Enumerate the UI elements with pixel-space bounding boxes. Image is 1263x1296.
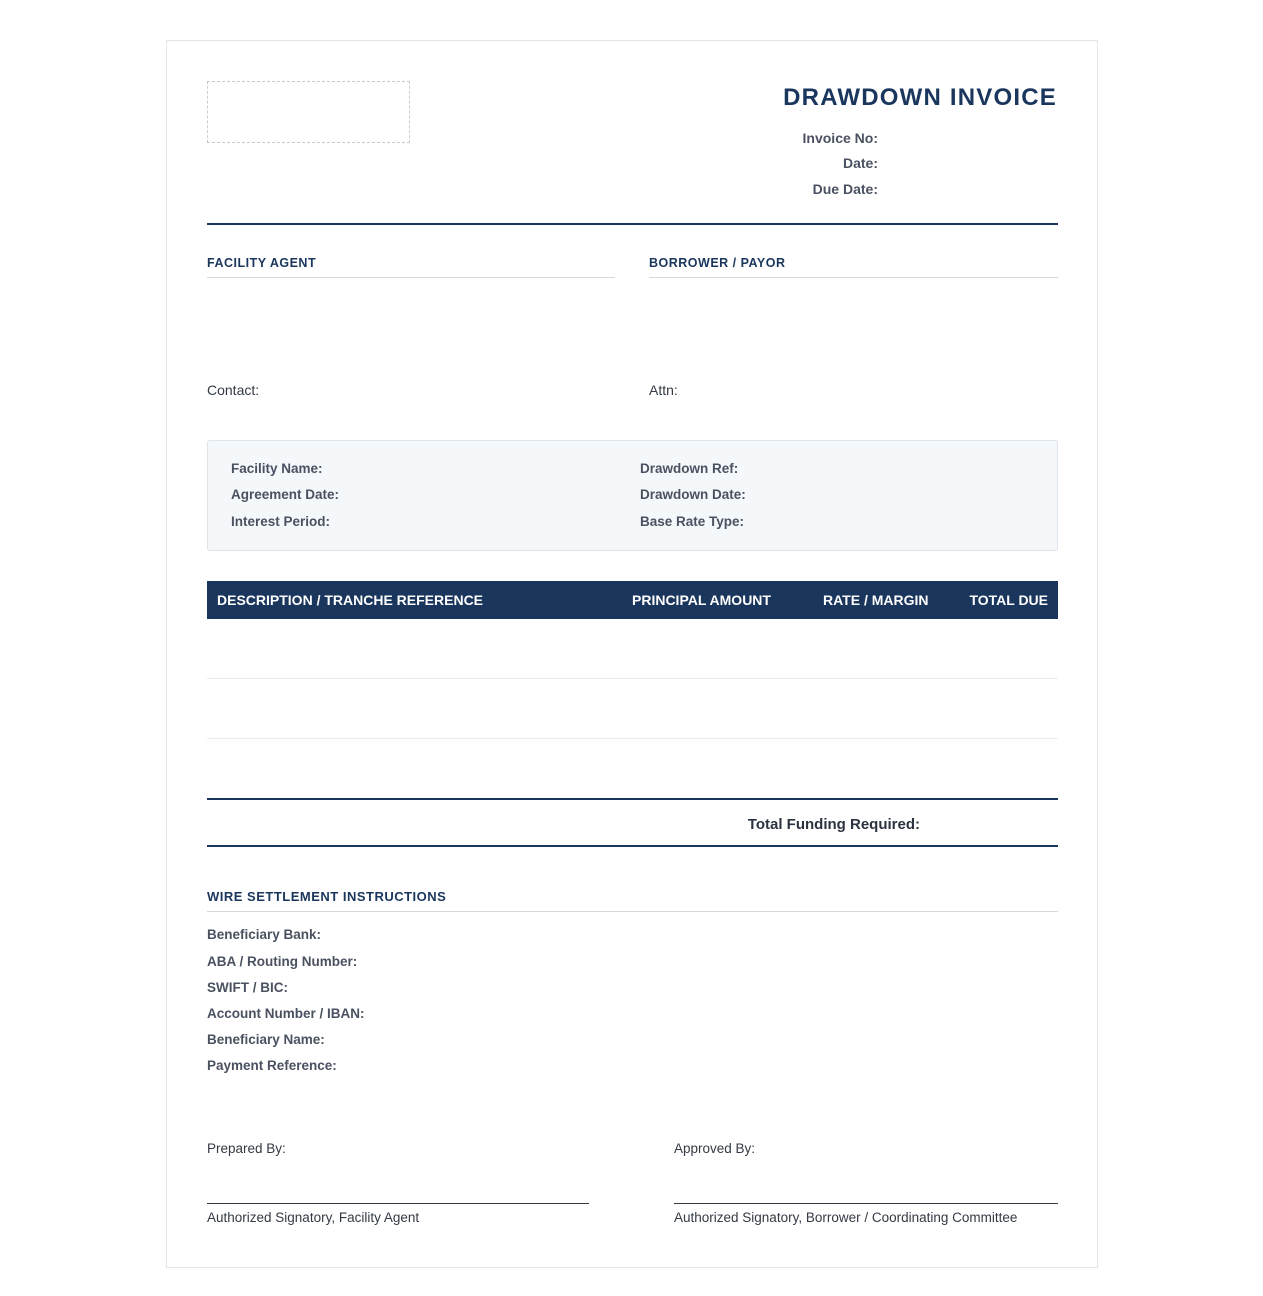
totals-top-divider (207, 798, 1058, 800)
interest-period-label: Interest Period: (231, 514, 331, 529)
facility-details-box (207, 440, 1058, 551)
invoice-page (166, 40, 1098, 1268)
facility-agent-heading: FACILITY AGENT (207, 256, 317, 270)
borrower-heading: BORROWER / PAYOR (649, 256, 786, 270)
contact-label: Contact: (207, 382, 260, 398)
header-divider (207, 223, 1058, 225)
beneficiary-bank-label: Beneficiary Bank: (207, 927, 322, 942)
approved-by-label: Approved By: (674, 1141, 756, 1156)
date-label: Date: (842, 155, 878, 171)
prepared-signature-line (207, 1203, 589, 1204)
beneficiary-name-label: Beneficiary Name: (207, 1032, 325, 1047)
payment-reference-label: Payment Reference: (207, 1058, 337, 1073)
agreement-date-label: Agreement Date: (231, 487, 340, 502)
facility-agent-divider (207, 277, 615, 278)
facility-name-label: Facility Name: (231, 461, 323, 476)
totals-bottom-divider (207, 845, 1058, 847)
account-number-label: Account Number / IBAN: (207, 1006, 365, 1021)
swift-bic-label: SWIFT / BIC: (207, 980, 288, 995)
column-header-total: TOTAL DUE (969, 592, 1048, 608)
drawdown-date-label: Drawdown Date: (640, 487, 746, 502)
base-rate-type-label: Base Rate Type: (640, 514, 745, 529)
total-funding-label: Total Funding Required: (747, 816, 920, 833)
due-date-label: Due Date: (812, 181, 878, 197)
column-header-rate: RATE / MARGIN (823, 592, 929, 608)
table-row-divider (207, 738, 1058, 739)
borrower-divider (649, 277, 1058, 278)
document-title: DRAWDOWN INVOICE (783, 84, 1057, 111)
line-items-header (207, 581, 1058, 619)
invoice-no-label: Invoice No: (802, 130, 878, 146)
prepared-signatory-caption: Authorized Signatory, Facility Agent (207, 1210, 420, 1225)
approved-signature-line (674, 1203, 1058, 1204)
table-row-divider (207, 678, 1058, 679)
column-header-description: DESCRIPTION / TRANCHE REFERENCE (217, 592, 484, 608)
logo-placeholder (207, 81, 410, 143)
attn-label: Attn: (649, 382, 678, 398)
wire-instructions-divider (207, 911, 1058, 912)
approved-signatory-caption: Authorized Signatory, Borrower / Coordinating Committee (674, 1210, 1018, 1225)
routing-number-label: ABA / Routing Number: (207, 954, 358, 969)
column-header-principal: PRINCIPAL AMOUNT (632, 592, 771, 608)
wire-instructions-heading: WIRE SETTLEMENT INSTRUCTIONS (207, 889, 447, 904)
prepared-by-label: Prepared By: (207, 1141, 286, 1156)
drawdown-ref-label: Drawdown Ref: (640, 461, 739, 476)
